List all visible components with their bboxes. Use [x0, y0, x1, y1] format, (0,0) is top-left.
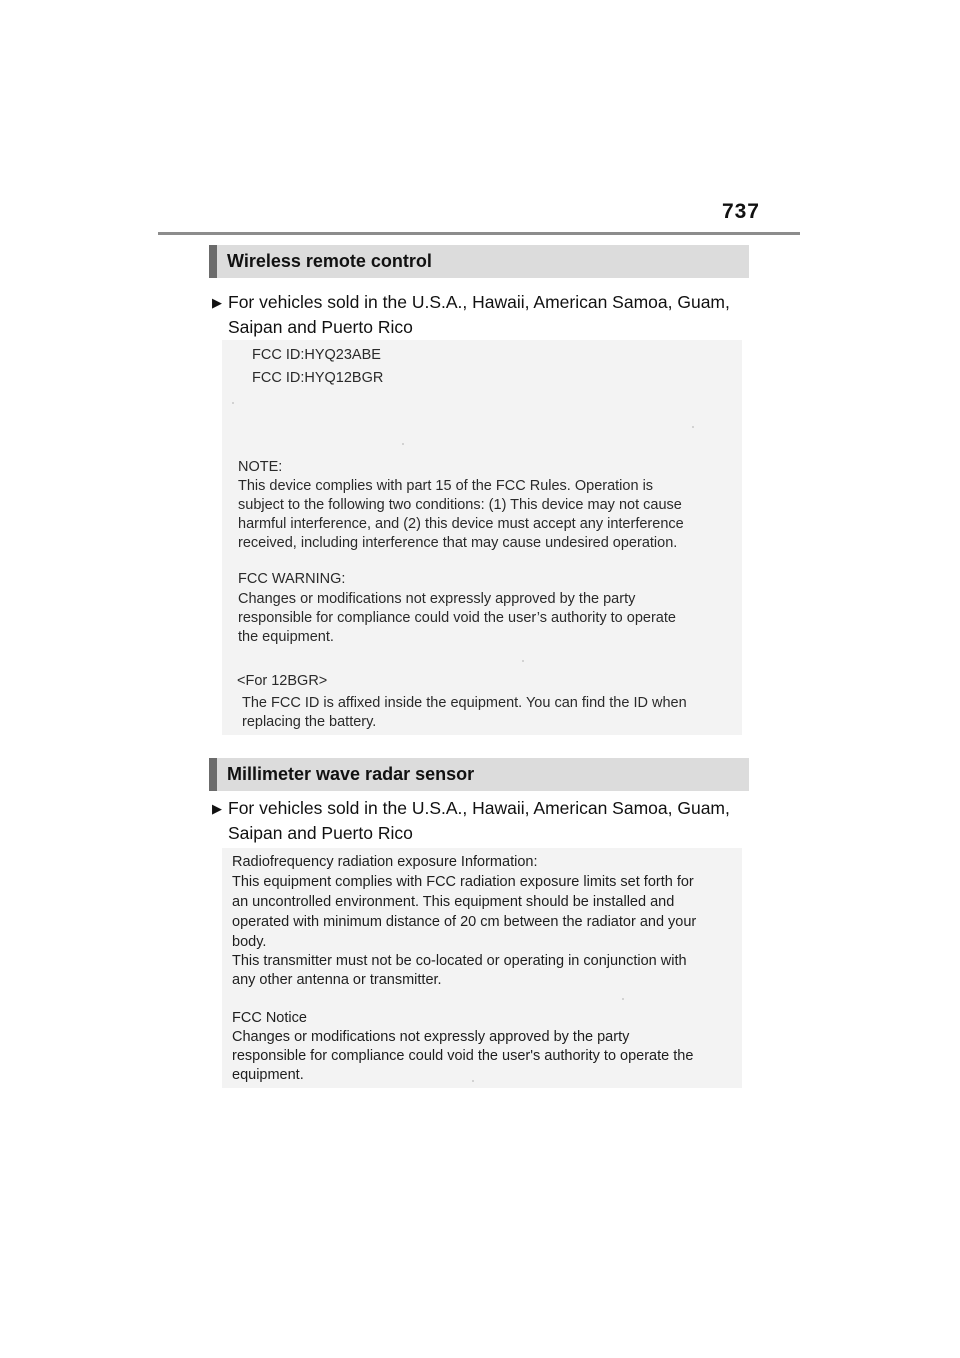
notice-line: This transmitter must not be co-located or operating in conjunction with — [232, 953, 687, 969]
notice-line: responsible for compliance could void the user's authority to operate the — [232, 1048, 694, 1064]
bullet-text-line: For vehicles sold in the U.S.A., Hawaii, American Samoa, Guam, — [228, 292, 730, 312]
section-title-millimeter-wave-radar-sensor: Millimeter wave radar sensor — [209, 758, 749, 791]
bullet-text-line: For vehicles sold in the U.S.A., Hawaii, American Samoa, Guam, — [228, 798, 730, 818]
bullet-paragraph — [212, 796, 757, 845]
fcc-notice-image — [222, 340, 742, 735]
bullet-paragraph — [212, 290, 757, 339]
notice-line: received, including interference that may cause undesired operation. — [238, 535, 678, 551]
notice-line: This equipment complies with FCC radiation exposure limits set forth for — [232, 874, 694, 890]
notice-line: The FCC ID is affixed inside the equipment. You can find the ID when — [242, 695, 687, 711]
notice-line: FCC WARNING: — [238, 571, 346, 587]
arrow-bullet-icon: ▶ — [212, 801, 222, 816]
section-title-wireless-remote-control: Wireless remote control — [209, 245, 749, 278]
notice-line: equipment. — [232, 1067, 304, 1083]
notice-line: This device complies with part 15 of the FCC Rules. Operation is — [238, 478, 654, 494]
scan-speck — [402, 443, 404, 445]
notice-line: any other antenna or transmitter. — [232, 972, 442, 988]
bullet-text-line: Saipan and Puerto Rico — [228, 317, 413, 337]
notice-line: subject to the following two conditions: (1) This device may not cause — [238, 497, 682, 513]
notice-line: operated with minimum distance of 20 cm between the radiator and your — [232, 914, 697, 930]
notice-line: Changes or modifications not expressly approved by the party — [232, 1029, 630, 1045]
notice-line: replacing the battery. — [242, 714, 377, 730]
page-number: 737 — [721, 200, 760, 223]
radar-notice-image — [222, 848, 742, 1088]
notice-line: an uncontrolled environment. This equipment should be installed and — [232, 894, 675, 910]
notice-line: responsible for compliance could void the user’s authority to operate — [238, 610, 676, 626]
notice-line: NOTE: — [238, 459, 283, 475]
notice-line: <For 12BGR> — [237, 673, 328, 689]
notice-line: body. — [232, 934, 267, 950]
notice-line: harmful interference, and (2) this device must accept any interference — [238, 516, 684, 532]
scan-speck — [622, 998, 624, 1000]
notice-line: FCC ID:HYQ12BGR — [252, 370, 384, 386]
scan-speck — [692, 426, 694, 428]
scan-speck — [472, 1080, 474, 1082]
notice-line: Changes or modifications not expressly approved by the party — [238, 591, 636, 607]
arrow-bullet-icon: ▶ — [212, 295, 222, 310]
scan-speck — [232, 402, 234, 404]
notice-line: FCC ID:HYQ23ABE — [252, 347, 381, 363]
notice-line: the equipment. — [238, 629, 334, 645]
scan-speck — [522, 660, 524, 662]
notice-line: FCC Notice — [232, 1010, 307, 1026]
header-rule — [158, 232, 800, 235]
bullet-text-line: Saipan and Puerto Rico — [228, 823, 413, 843]
notice-line: Radiofrequency radiation exposure Information: — [232, 854, 538, 870]
